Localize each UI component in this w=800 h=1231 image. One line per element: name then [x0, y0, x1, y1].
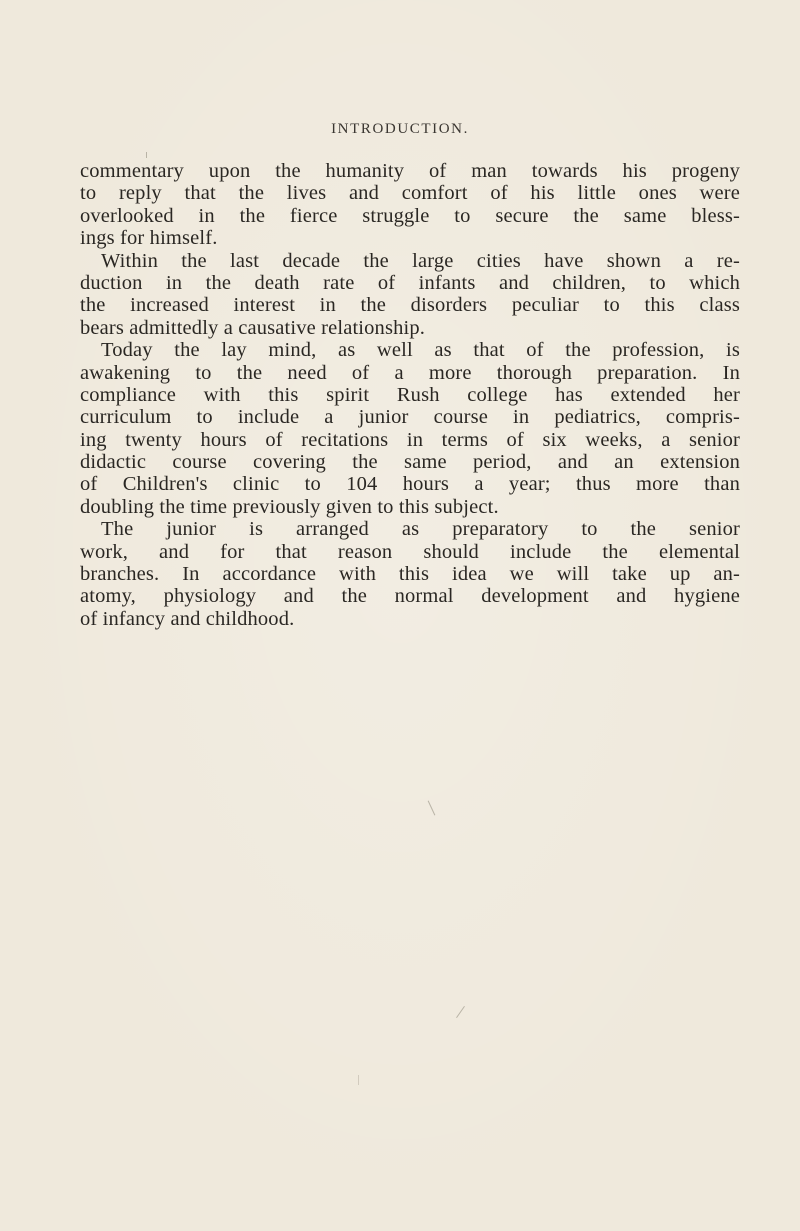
body-text	[80, 160, 740, 630]
paper-speck	[428, 801, 436, 816]
text-line: overlooked in the fierce struggle to secure the same bless-	[80, 204, 740, 227]
text-line: awakening to the need of a more thorough preparation. In	[80, 361, 740, 384]
text-line: duction in the death rate of infants and children, to which	[80, 271, 740, 294]
text-line: doubling the time previously given to this subject.	[80, 495, 499, 518]
text-line: of Children's clinic to 104 hours a year; thus more than	[80, 473, 740, 496]
text-line: curriculum to include a junior course in pediatrics, compris-	[80, 406, 740, 429]
paper-speck	[358, 1075, 359, 1085]
text-line: of infancy and childhood.	[80, 607, 295, 630]
text-line: didactic course covering the same period, and an extension	[80, 451, 740, 474]
text-line: work, and for that reason should include the elemental	[80, 540, 740, 563]
text-line: branches. In accordance with this idea we will take up an-	[80, 563, 740, 586]
text-line: Within the last decade the large cities have shown a re-	[101, 249, 740, 272]
text-line: bears admittedly a causative relationship.	[80, 316, 426, 339]
text-line: ings for himself.	[80, 227, 218, 250]
paper-speck	[146, 152, 147, 158]
paper-speck	[456, 1006, 465, 1018]
text-line: The junior is arranged as preparatory to the senior	[101, 518, 740, 541]
text-line: ing twenty hours of recitations in terms of six weeks, a senior	[80, 428, 740, 451]
running-head: INTRODUCTION.	[331, 121, 469, 137]
text-line: Today the lay mind, as well as that of the profession, is	[101, 339, 740, 362]
text-line: compliance with this spirit Rush college has extended her	[80, 383, 740, 406]
text-line: to reply that the lives and comfort of his little ones were	[80, 182, 740, 205]
text-line: atomy, physiology and the normal development and hygiene	[80, 585, 740, 608]
text-line: the increased interest in the disorders peculiar to this class	[80, 294, 740, 317]
text-line: commentary upon the humanity of man towards his progeny	[80, 160, 740, 182]
